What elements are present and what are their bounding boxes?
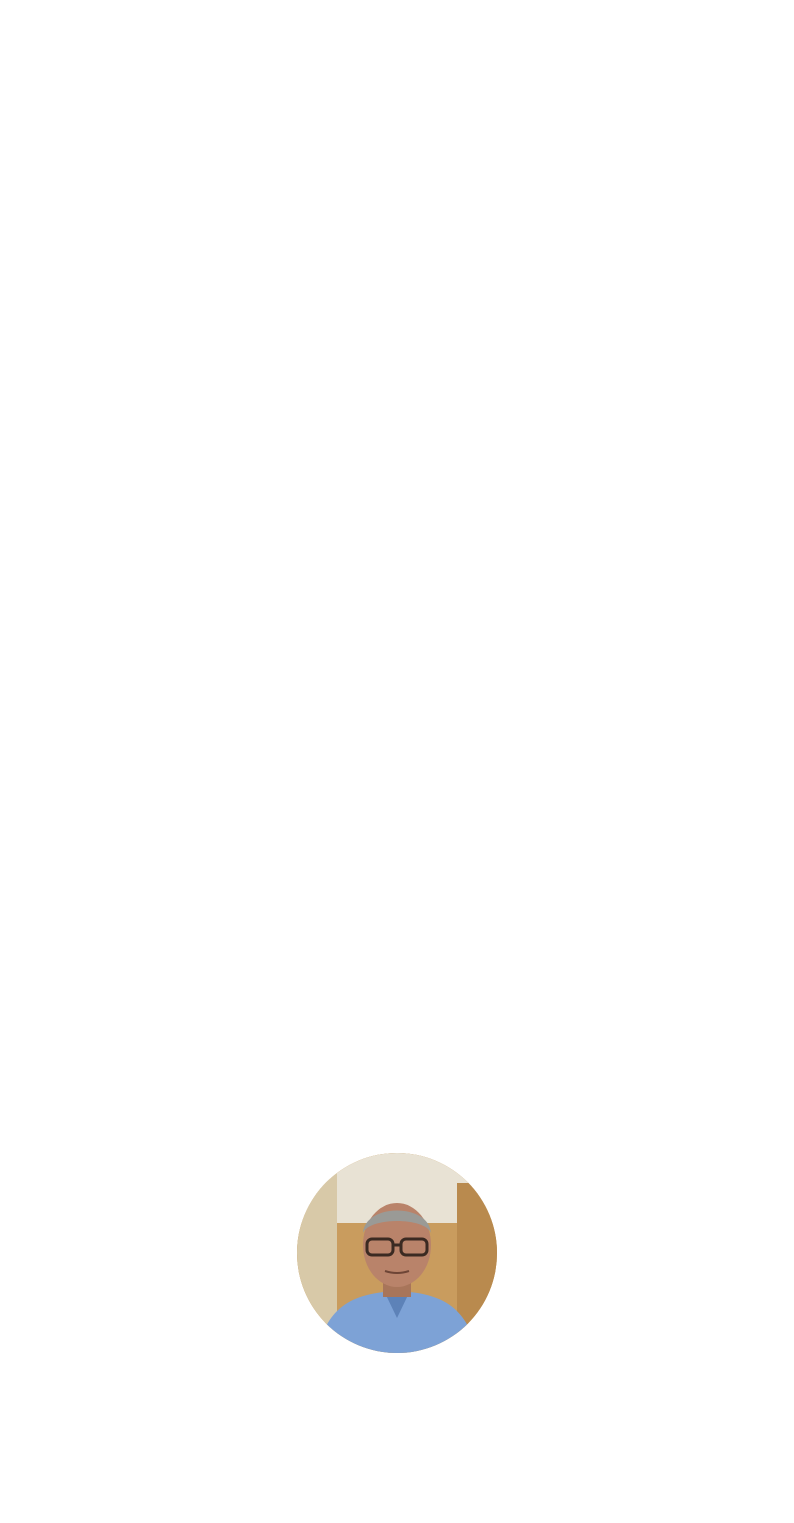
author-portrait-image <box>297 1153 497 1353</box>
solution-code <box>8 794 786 1124</box>
author-avatar <box>297 1153 497 1353</box>
